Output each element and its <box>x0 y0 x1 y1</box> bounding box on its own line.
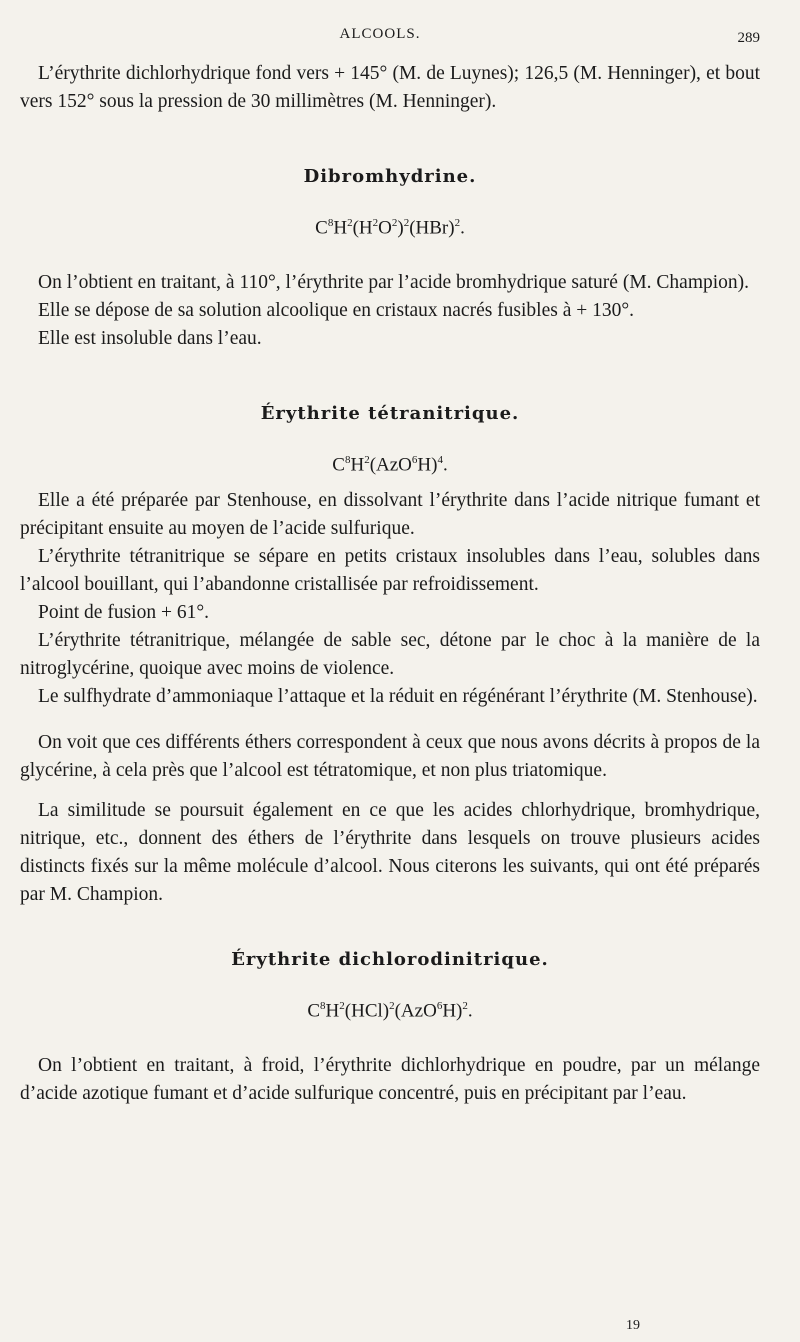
page-number: 289 <box>737 30 760 46</box>
paragraph: Point de fusion + 61°. <box>38 601 210 623</box>
chemical-formula: $C^8H^2(AzO^6H)^4$. <box>332 454 448 476</box>
paragraph: On voit que ces différents éthers correspondent à ceux que nous avons décrits à propos de la glycérine, à cela près que l’alcool est tétratomique, et non plus triatomique. <box>20 731 760 781</box>
paragraph: Elle est insoluble dans l’eau. <box>38 328 262 350</box>
running-title: ALCOOLS. <box>339 26 421 42</box>
paragraph: L’érythrite dichlorhydrique fond vers + 145° (M. de Luynes); 126,5 (M. Henninger), et bout vers 152° sous la pression de 30 millimètres (M. Henninger). <box>20 63 760 112</box>
page-body <box>20 60 760 1108</box>
paragraph: La similitude se poursuit également en ce que les acides chlorhydrique, bromhydrique, nitrique, etc., donnent des éthers de l’érythrite dans lesquels on trouve plusieurs acides distincts fixés sur la même molécule d’alcool. Nous citerons les suivants, qui ont été préparés par M. Champion. <box>20 799 760 905</box>
chemical-formula: $C^8H^2(HCl)^2(AzO^6H)^2$. <box>307 999 473 1021</box>
chemical-formula: $C^8H^2(H^2O^2)^2(HBr)^2$. <box>315 217 465 239</box>
paragraph: L’érythrite tétranitrique, mélangée de sable sec, détone par le choc à la manière de la nitroglycérine, quoique avec moins de violence. <box>20 629 760 679</box>
section-heading-dichlorodinitrique: Érythrite dichlorodinitrique. <box>231 948 549 970</box>
paragraph: On l’obtient en traitant, à 110°, l’érythrite par l’acide bromhydrique saturé (M. Champion). <box>38 272 750 294</box>
signature-mark: 19 <box>626 1318 640 1333</box>
section-heading-dibromhydrine: Dibromhydrine. <box>303 166 477 187</box>
section-heading-tetranitrique: Érythrite tétranitrique. <box>260 403 520 425</box>
paragraph: On l’obtient en traitant, à froid, l’érythrite dichlorhydrique en poudre, par un mélange d’acide azotique fumant et d’acide sulfurique concentré, puis en précipitant par l’eau. <box>20 1054 760 1104</box>
paragraph: Elle se dépose de sa solution alcoolique en cristaux nacrés fusibles à + 130°. <box>38 300 635 322</box>
paragraph: L’érythrite tétranitrique se sépare en petits cristaux insolubles dans l’eau, solubles dans l’alcool bouillant, qui l’abandonne cristallisée par refroidissement. <box>20 545 760 595</box>
paragraph: Elle a été préparée par Stenhouse, en dissolvant l’érythrite dans l’acide nitrique fumant et précipitant ensuite au moyen de l’acide sulfurique. <box>20 489 760 539</box>
paragraph: Le sulfhydrate d’ammoniaque l’attaque et la réduit en régénérant l’érythrite (M. Stenhouse). <box>38 685 758 707</box>
